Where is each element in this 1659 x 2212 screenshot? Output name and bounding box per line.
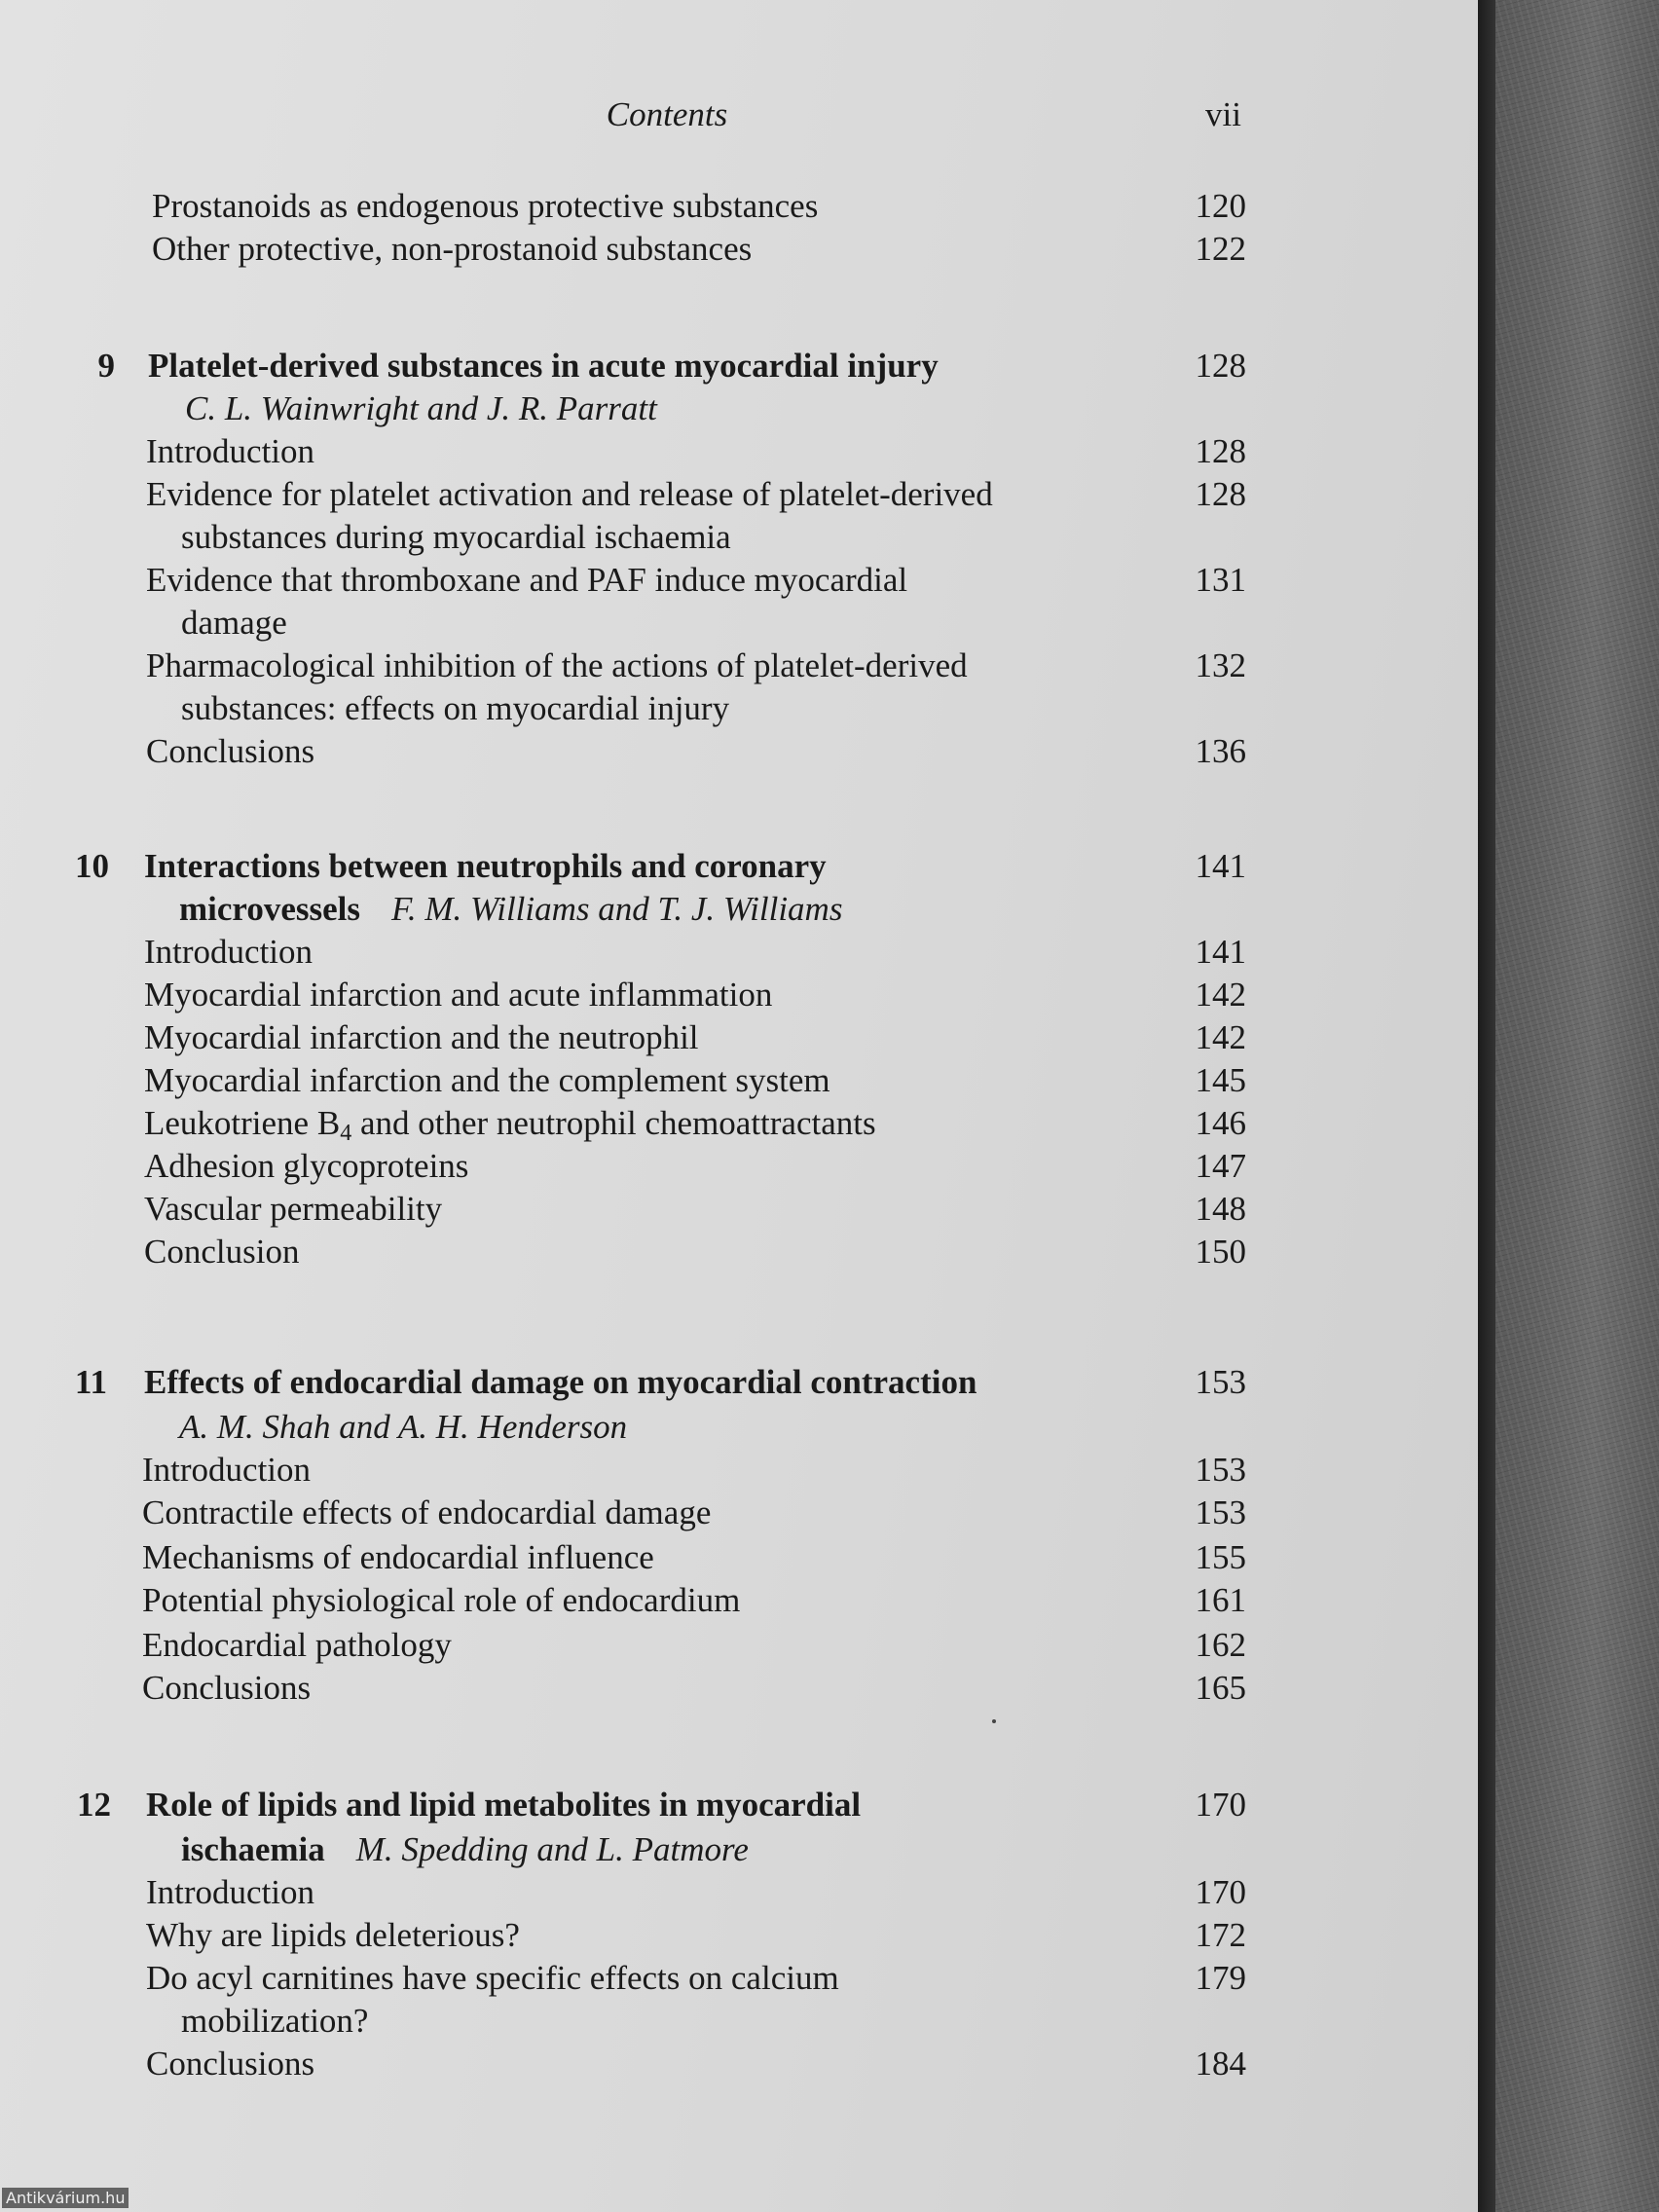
- toc-entry-continuation: damage: [181, 604, 287, 642]
- chapter-authors: C. L. Wainwright and J. R. Parratt: [185, 389, 657, 427]
- chapter-title-line2: ischaemia: [181, 1830, 325, 1868]
- toc-entry: Myocardial infarction and the neutrophil: [144, 1018, 699, 1056]
- toc-entry: Myocardial infarction and the complement system: [144, 1061, 830, 1099]
- toc-entry: Potential physiological role of endocardium: [142, 1581, 741, 1619]
- toc-entry: [144, 1104, 876, 1153]
- running-header-title: Contents: [606, 95, 728, 133]
- toc-page-number: 148: [1195, 1190, 1246, 1228]
- toc-entry-continuation: substances: effects on myocardial injury: [181, 689, 730, 727]
- chapter-number: 12: [77, 1786, 111, 1824]
- toc-page-number: 145: [1195, 1061, 1246, 1099]
- toc-entry: Evidence for platelet activation and release of platelet-derived: [146, 475, 993, 513]
- toc-entry: Contractile effects of endocardial damage: [142, 1493, 712, 1531]
- chapter-title: Role of lipids and lipid metabolites in myocardial: [146, 1786, 862, 1824]
- toc-page-number: 172: [1195, 1916, 1246, 1954]
- toc-page-number: 150: [1195, 1233, 1246, 1271]
- toc-page-number: 162: [1195, 1626, 1246, 1664]
- toc-page-number: 131: [1195, 561, 1246, 599]
- chapter-authors: F. M. Williams and T. J. Williams: [390, 890, 843, 928]
- toc-entry-text: Leukotriene B: [144, 1104, 341, 1142]
- toc-page-number: 122: [1195, 230, 1246, 268]
- toc-page-number: 128: [1195, 432, 1246, 470]
- toc-entry: Introduction: [144, 933, 313, 971]
- chapter-page-number: 128: [1195, 347, 1246, 385]
- chapter-authors: A. M. Shah and A. H. Henderson: [179, 1408, 628, 1446]
- toc-page-number: 184: [1195, 2045, 1246, 2083]
- toc-page-number: 146: [1195, 1104, 1246, 1142]
- toc-entry: Prostanoids as endogenous protective substances: [152, 187, 819, 225]
- toc-entry: Evidence that thromboxane and PAF induce myocardial: [146, 561, 908, 599]
- toc-entry: Introduction: [142, 1451, 312, 1489]
- toc-entry: Conclusion: [144, 1233, 300, 1271]
- toc-page-number: 147: [1195, 1147, 1246, 1185]
- toc-page-number: 128: [1195, 475, 1246, 513]
- toc-page-number: 120: [1195, 187, 1246, 225]
- toc-entry: Do acyl carnitines have specific effects on calcium: [146, 1959, 839, 1997]
- ink-speck: [992, 1719, 996, 1723]
- toc-page-number: 132: [1195, 646, 1246, 684]
- chapter-title: Platelet-derived substances in acute myocardial injury: [148, 347, 939, 385]
- book-cover-cloth: [1495, 0, 1659, 2212]
- toc-page-number: 142: [1195, 1018, 1246, 1056]
- toc-entry: Endocardial pathology: [142, 1626, 452, 1664]
- toc-page-number: 153: [1195, 1493, 1246, 1531]
- chapter-page-number: 170: [1195, 1786, 1246, 1824]
- toc-entry-text: and other neutrophil chemoattractants: [351, 1104, 876, 1142]
- toc-page-number: 142: [1195, 976, 1246, 1014]
- toc-entry: Myocardial infarction and acute inflammation: [144, 976, 773, 1014]
- toc-entry: Conclusions: [146, 2045, 315, 2083]
- toc-entry: Other protective, non-prostanoid substances: [152, 230, 753, 268]
- book-board-edge: [1478, 0, 1495, 2212]
- running-header-page-number: vii: [1205, 95, 1241, 133]
- toc-entry: Conclusions: [142, 1669, 312, 1707]
- chapter-number: 11: [74, 1363, 107, 1401]
- toc-entry: Why are lipids deleterious?: [146, 1916, 520, 1954]
- toc-page-number: 136: [1195, 732, 1246, 770]
- toc-page-number: 170: [1195, 1873, 1246, 1911]
- chapter-page-number: 153: [1195, 1363, 1246, 1401]
- chapter-number: 10: [75, 847, 109, 885]
- chapter-number: 9: [97, 347, 115, 385]
- chapter-page-number: 141: [1195, 847, 1246, 885]
- chapter-title: Effects of endocardial damage on myocardial contraction: [144, 1363, 977, 1401]
- toc-entry: Introduction: [146, 1873, 315, 1911]
- toc-page-number: 161: [1195, 1581, 1246, 1619]
- chapter-title-line2: microvessels: [179, 890, 360, 928]
- toc-entry: Mechanisms of endocardial influence: [142, 1538, 654, 1576]
- chapter-title: Interactions between neutrophils and coronary: [144, 847, 827, 885]
- toc-page-number: 179: [1195, 1959, 1246, 1997]
- chapter-title-continuation: [179, 890, 842, 929]
- toc-entry: Introduction: [146, 432, 315, 470]
- toc-page-number: 155: [1195, 1538, 1246, 1576]
- chapter-authors: M. Spedding and L. Patmore: [355, 1830, 749, 1868]
- toc-entry-subscript: 4: [340, 1121, 352, 1146]
- toc-entry: Pharmacological inhibition of the actions of platelet-derived: [146, 646, 968, 684]
- chapter-title-continuation: [181, 1830, 749, 1869]
- toc-page-number: 165: [1195, 1669, 1246, 1707]
- watermark: Antikvárium.hu: [2, 2188, 129, 2208]
- toc-entry: Adhesion glycoproteins: [144, 1147, 469, 1185]
- toc-page-number: 141: [1195, 933, 1246, 971]
- toc-entry-continuation: mobilization?: [181, 2002, 369, 2040]
- toc-entry-continuation: substances during myocardial ischaemia: [181, 518, 731, 556]
- toc-entry: Conclusions: [146, 732, 315, 770]
- toc-entry: Vascular permeability: [144, 1190, 443, 1228]
- toc-page-number: 153: [1195, 1451, 1246, 1489]
